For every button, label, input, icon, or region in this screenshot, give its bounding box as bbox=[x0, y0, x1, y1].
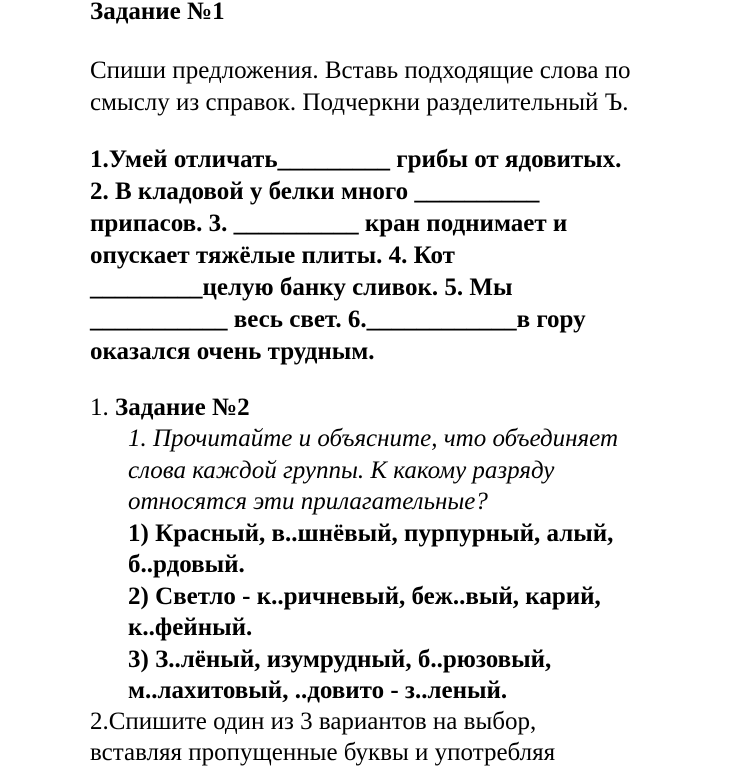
task2-group-line: к..фейный. bbox=[128, 614, 253, 641]
task2-group-line: 3) З..лёный, изумрудный, б..рюзовый, bbox=[128, 646, 552, 673]
task1-title: Задание №1 bbox=[90, 0, 225, 25]
task1-exercise-line: 2. В кладовой у белки много __________ bbox=[90, 178, 540, 205]
task1-exercise-line: припасов. 3. __________ кран поднимает и bbox=[90, 210, 568, 237]
task2-group-line: 2) Светло - к..ричневый, беж..вый, карий, bbox=[128, 583, 601, 610]
task1-exercise-line: ___________ весь свет. 6.____________в гору bbox=[90, 306, 586, 333]
task2-question-line: 1. Прочитайте и объясните, что объединяет bbox=[128, 425, 619, 452]
task1-exercise-line: 1.Умей отличать_________ грибы от ядовитых. bbox=[90, 146, 622, 173]
task1-instruction-line: смыслу из справок. Подчеркни разделительный Ъ. bbox=[90, 89, 629, 116]
task1-exercise-line: _________целую банку сливок. 5. Мы bbox=[90, 274, 513, 301]
task3-line: вставляя пропущенные буквы и употребляя bbox=[90, 739, 556, 766]
task1-exercise-line: оказался очень трудным. bbox=[90, 338, 375, 365]
task2-group-line: м..лахитовый, ..довито - з..леный. bbox=[128, 677, 508, 704]
task2-group-line: 1) Красный, в..шнёвый, пурпурный, алый, bbox=[128, 520, 614, 547]
task2-list-number: 1. bbox=[90, 394, 109, 421]
task2-question-line: относятся эти прилагательные? bbox=[128, 488, 488, 515]
task2-title: Задание №2 bbox=[115, 394, 250, 421]
task1-instruction-line: Спиши предложения. Вставь подходящие слова по bbox=[90, 57, 631, 84]
task2-question-line: слова каждой группы. К какому разряду bbox=[128, 457, 555, 484]
task3-line: 2.Спишите один из 3 вариантов на выбор, bbox=[90, 708, 537, 735]
task2-group-line: б..рдовый. bbox=[128, 551, 245, 578]
task1-exercise-line: опускает тяжёлые плиты. 4. Кот bbox=[90, 242, 455, 269]
